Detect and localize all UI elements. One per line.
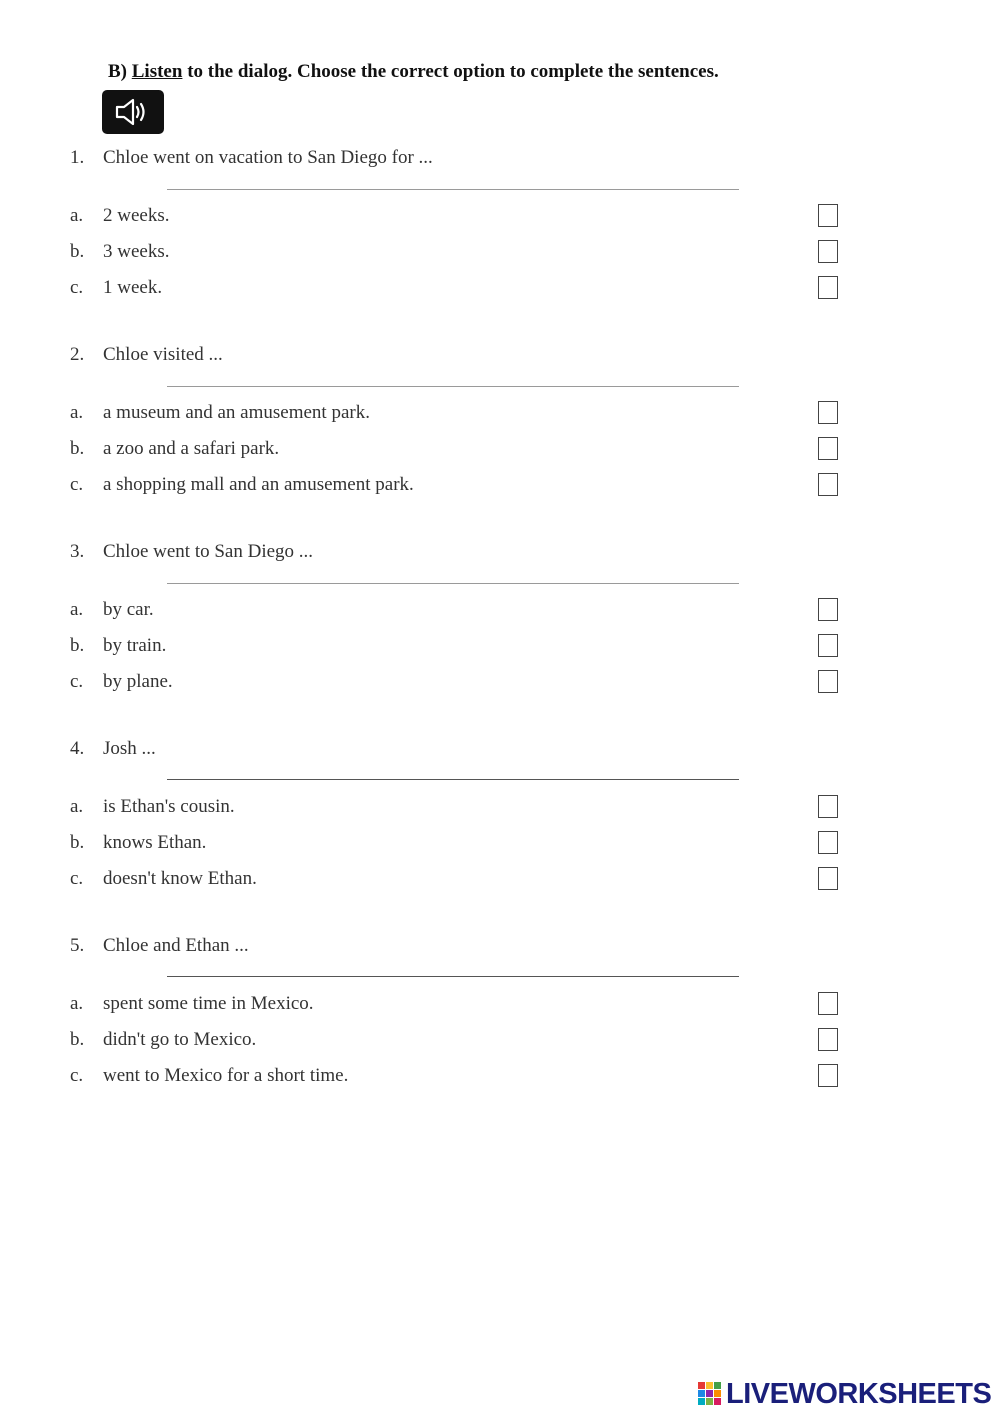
question-text: Chloe visited ... (103, 344, 223, 365)
option-letter: b. (70, 635, 85, 656)
answer-line (167, 779, 739, 780)
checkbox-1b[interactable] (818, 240, 838, 263)
instructions (108, 61, 719, 83)
checkbox-5c[interactable] (818, 1064, 838, 1087)
question-number: 3. (70, 541, 85, 562)
question-number: 5. (70, 935, 85, 956)
question-1 (70, 147, 433, 169)
instructions-prefix: B) (108, 61, 132, 82)
option-text: doesn't know Ethan. (103, 868, 257, 889)
option-text: a museum and an amusement park. (103, 402, 370, 423)
question-text: Chloe and Ethan ... (103, 935, 249, 956)
checkbox-2b[interactable] (818, 437, 838, 460)
checkbox-3a[interactable] (818, 598, 838, 621)
option-letter: a. (70, 993, 84, 1014)
checkbox-5a[interactable] (818, 992, 838, 1015)
question-4 (70, 738, 156, 760)
checkbox-4b[interactable] (818, 831, 838, 854)
option-letter: b. (70, 1029, 85, 1050)
option-letter: b. (70, 438, 85, 459)
option-4a (70, 796, 235, 818)
option-letter: a. (70, 402, 84, 423)
option-letter: c. (70, 671, 84, 692)
option-text: is Ethan's cousin. (103, 796, 235, 817)
option-text: 1 week. (103, 277, 163, 298)
checkbox-4a[interactable] (818, 795, 838, 818)
liveworksheets-logo (697, 1378, 991, 1410)
option-text: by train. (103, 635, 167, 656)
answer-line (167, 583, 739, 584)
checkbox-3b[interactable] (818, 634, 838, 657)
option-3c (70, 671, 173, 693)
question-3 (70, 541, 313, 563)
option-3b (70, 635, 166, 657)
option-letter: c. (70, 277, 84, 298)
option-text: went to Mexico for a short time. (103, 1065, 349, 1086)
instructions-listen: Listen (131, 61, 183, 82)
option-2a (70, 402, 370, 424)
option-5c (70, 1065, 348, 1087)
option-text: by plane. (103, 671, 173, 692)
option-text: spent some time in Mexico. (103, 993, 314, 1014)
option-letter: c. (70, 868, 84, 889)
audio-play-button[interactable] (102, 90, 164, 134)
question-2 (70, 344, 223, 366)
option-text: by car. (103, 599, 154, 620)
question-text: Josh ... (103, 738, 156, 759)
option-letter: c. (70, 1065, 84, 1086)
checkbox-4c[interactable] (818, 867, 838, 890)
option-4b (70, 832, 206, 854)
checkbox-5b[interactable] (818, 1028, 838, 1051)
checkbox-2c[interactable] (818, 473, 838, 496)
question-number: 1. (70, 147, 85, 168)
option-1c (70, 277, 162, 299)
question-5 (70, 935, 249, 957)
option-4c (70, 868, 257, 890)
brand-name: LIVEWORKSHEETS (726, 1377, 992, 1410)
option-letter: a. (70, 205, 84, 226)
answer-line (167, 386, 739, 387)
option-1b (70, 241, 169, 263)
checkbox-1c[interactable] (818, 276, 838, 299)
instructions-rest: to the dialog. Choose the correct option to complete the sentences. (182, 61, 719, 82)
question-number: 4. (70, 738, 85, 759)
option-letter: c. (70, 474, 84, 495)
option-5a (70, 993, 314, 1015)
option-text: a zoo and a safari park. (103, 438, 280, 459)
option-2b (70, 438, 279, 460)
answer-line (167, 976, 739, 977)
option-letter: a. (70, 599, 84, 620)
checkbox-1a[interactable] (818, 204, 838, 227)
option-1a (70, 205, 169, 227)
option-text: knows Ethan. (103, 832, 207, 853)
checkbox-3c[interactable] (818, 670, 838, 693)
liveworksheets-logo-icon (697, 1381, 723, 1407)
checkbox-2a[interactable] (818, 401, 838, 424)
option-2c (70, 474, 414, 496)
answer-line (167, 189, 739, 190)
speaker-icon (113, 97, 153, 127)
option-text: 2 weeks. (103, 205, 170, 226)
option-letter: b. (70, 832, 85, 853)
option-text: didn't go to Mexico. (103, 1029, 257, 1050)
question-text: Chloe went to San Diego ... (103, 541, 314, 562)
option-letter: b. (70, 241, 85, 262)
question-number: 2. (70, 344, 85, 365)
option-3a (70, 599, 154, 621)
option-text: a shopping mall and an amusement park. (103, 474, 414, 495)
option-text: 3 weeks. (103, 241, 170, 262)
option-5b (70, 1029, 256, 1051)
question-text: Chloe went on vacation to San Diego for ... (103, 147, 433, 168)
option-letter: a. (70, 796, 84, 817)
